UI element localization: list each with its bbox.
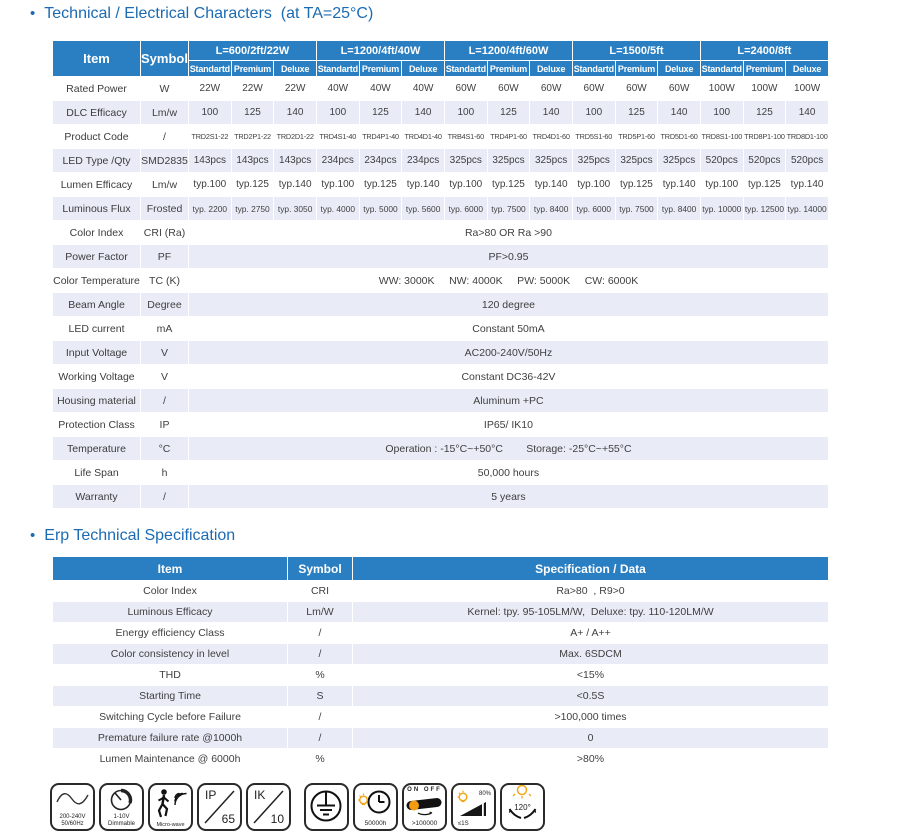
ik-rating: 10: [270, 812, 284, 826]
spec-symbol-cell: /: [141, 125, 189, 149]
spec-item-cell: Input Voltage: [53, 341, 141, 365]
spec-value-cell: typ. 4000: [316, 197, 359, 221]
spec-value-cell: 520pcs: [743, 149, 786, 173]
erp-symbol-cell: %: [288, 749, 353, 770]
spec-value-cell: 60W: [487, 77, 530, 101]
spec-value-cell: typ. 6000: [444, 197, 487, 221]
erp-row: [53, 581, 829, 602]
spec-col-sub: Premium: [359, 61, 402, 77]
erp-symbol-cell: /: [288, 644, 353, 665]
spec-value-cell: TRD5S1-60: [572, 125, 615, 149]
spec-item-cell: Temperature: [53, 437, 141, 461]
section-title-erp: [30, 527, 235, 545]
spec-row: [53, 413, 829, 437]
erp-item-cell: Color Index: [53, 581, 288, 602]
spec-value-cell: 125: [359, 101, 402, 125]
cycles-label: >100000: [411, 820, 438, 827]
spec-row: [53, 221, 829, 245]
spec-item-cell: LED current: [53, 317, 141, 341]
spec-merged-cell: AC200-240V/50Hz: [189, 341, 829, 365]
spec-value-cell: 100W: [700, 77, 743, 101]
microwave-label: Micro-wave: [156, 822, 185, 828]
spec-col-sub: Standartd: [316, 61, 359, 77]
switch-cycles-icon: [402, 783, 447, 831]
spec-value-cell: 22W: [189, 77, 232, 101]
spec-item-cell: Lumen Efficacy: [53, 173, 141, 197]
section-title-technical: [30, 5, 373, 23]
erp-row: [53, 707, 829, 728]
spec-value-cell: typ.125: [743, 173, 786, 197]
spec-value-cell: 520pcs: [786, 149, 829, 173]
spec-symbol-cell: V: [141, 341, 189, 365]
spec-col-group: L=1200/4ft/60W: [444, 41, 572, 61]
spec-value-cell: 22W: [274, 77, 317, 101]
spec-value-cell: TRD4P1-40: [359, 125, 402, 149]
spec-row: [53, 461, 829, 485]
spec-col-sub: Deluxe: [402, 61, 445, 77]
spec-value-cell: typ. 10000: [700, 197, 743, 221]
spec-col-sub: Standartd: [700, 61, 743, 77]
spec-value-cell: 140: [658, 101, 701, 125]
dimmable-icon: [99, 783, 144, 831]
earth-ground-icon: [304, 783, 349, 831]
spec-value-cell: typ.100: [572, 173, 615, 197]
spec-item-cell: Life Span: [53, 461, 141, 485]
bullet-icon: •: [30, 5, 36, 22]
spec-value-cell: typ. 7500: [487, 197, 530, 221]
spec-row: [53, 389, 829, 413]
spec-value-cell: TRD2S1-22: [189, 125, 232, 149]
spec-value-cell: 60W: [572, 77, 615, 101]
spec-row: [53, 269, 829, 293]
section-title-erp-text: Erp Technical Specification: [44, 527, 236, 544]
spec-value-cell: TRD8P1-100: [743, 125, 786, 149]
spec-row: [53, 485, 829, 509]
spec-value-cell: typ.100: [444, 173, 487, 197]
erp-spec-table: [52, 556, 829, 770]
spec-table-header: [53, 41, 829, 77]
spec-value-cell: 100: [189, 101, 232, 125]
section-title-technical-text: Technical / Electrical Characters (at TA=25°C): [44, 5, 374, 22]
spec-item-cell: Color Temperature: [53, 269, 141, 293]
spec-value-cell: typ.140: [274, 173, 317, 197]
spec-value-cell: TRD4D1-60: [530, 125, 573, 149]
spec-value-cell: 140: [786, 101, 829, 125]
spec-symbol-cell: CRI (Ra): [141, 221, 189, 245]
spec-row: [53, 77, 829, 101]
spec-col-sub: Deluxe: [530, 61, 573, 77]
dimmable-label: 1-10V Dimmable: [107, 814, 135, 827]
spec-value-cell: typ. 12500: [743, 197, 786, 221]
spec-item-cell: Housing material: [53, 389, 141, 413]
erp-table-header: [53, 557, 829, 581]
spec-value-cell: 40W: [316, 77, 359, 101]
bullet-icon: •: [30, 527, 36, 544]
spec-col-sub: Premium: [743, 61, 786, 77]
spec-item-cell: Color Index: [53, 221, 141, 245]
spec-value-cell: TRB4S1-60: [444, 125, 487, 149]
spec-merged-cell: Constant DC36-42V: [189, 365, 829, 389]
spec-value-cell: 60W: [444, 77, 487, 101]
spec-symbol-cell: °C: [141, 437, 189, 461]
erp-row: [53, 665, 829, 686]
percent-label: 80%: [478, 791, 491, 797]
spec-symbol-cell: mA: [141, 317, 189, 341]
spec-item-cell: Working Voltage: [53, 365, 141, 389]
spec-col-sub: Deluxe: [786, 61, 829, 77]
spec-value-cell: 40W: [402, 77, 445, 101]
spec-col-sub: Standartd: [572, 61, 615, 77]
spec-merged-cell: Ra>80 OR Ra >90: [189, 221, 829, 245]
spec-value-cell: typ.100: [700, 173, 743, 197]
spec-row: [53, 293, 829, 317]
spec-col-group: L=1200/4ft/40W: [316, 41, 444, 61]
spec-value-cell: 143pcs: [231, 149, 274, 173]
spec-value-cell: 22W: [231, 77, 274, 101]
spec-merged-cell: IP65/ IK10: [189, 413, 829, 437]
spec-merged-cell: 50,000 hours: [189, 461, 829, 485]
spec-value-cell: typ. 2200: [189, 197, 232, 221]
spec-group-header-row: [53, 41, 829, 61]
spec-value-cell: 100: [700, 101, 743, 125]
spec-symbol-cell: TC (K): [141, 269, 189, 293]
spec-value-cell: 100: [572, 101, 615, 125]
spec-symbol-cell: Frosted: [141, 197, 189, 221]
spec-symbol-cell: Lm/w: [141, 101, 189, 125]
ip65-icon: [197, 783, 242, 831]
spec-table-body: [53, 77, 829, 509]
spec-item-cell: Beam Angle: [53, 293, 141, 317]
spec-symbol-cell: Lm/w: [141, 173, 189, 197]
spec-symbol-cell: IP: [141, 413, 189, 437]
spec-value-cell: typ. 8400: [530, 197, 573, 221]
spec-item-cell: LED Type /Qty: [53, 149, 141, 173]
on-off-label: ON OFF: [407, 787, 442, 793]
erp-spec-cell: <15%: [353, 665, 829, 686]
erp-spec-cell: 0: [353, 728, 829, 749]
spec-value-cell: typ. 8400: [658, 197, 701, 221]
spec-row: [53, 173, 829, 197]
spec-merged-cell: 120 degree: [189, 293, 829, 317]
spec-col-group: L=2400/8ft: [700, 41, 828, 61]
angle-label: 120°: [514, 803, 531, 812]
spec-value-cell: TRD8S1-100: [700, 125, 743, 149]
ik-label: IK: [254, 788, 266, 802]
spec-merged-cell: 5 years: [189, 485, 829, 509]
erp-item-cell: Color consistency in level: [53, 644, 288, 665]
spec-value-cell: typ. 7500: [615, 197, 658, 221]
spec-value-cell: TRD4S1-40: [316, 125, 359, 149]
erp-table-body: [53, 581, 829, 770]
ik10-icon: [246, 783, 291, 831]
spec-value-cell: 60W: [658, 77, 701, 101]
erp-symbol-cell: S: [288, 686, 353, 707]
spec-value-cell: 325pcs: [444, 149, 487, 173]
erp-symbol-cell: CRI: [288, 581, 353, 602]
spec-value-cell: 325pcs: [487, 149, 530, 173]
spec-col-sub: Standartd: [444, 61, 487, 77]
spec-col-item: Item: [53, 41, 141, 77]
spec-value-cell: 60W: [530, 77, 573, 101]
spec-value-cell: typ. 6000: [572, 197, 615, 221]
spec-row: [53, 341, 829, 365]
spec-value-cell: 325pcs: [615, 149, 658, 173]
erp-row: [53, 644, 829, 665]
erp-item-cell: Switching Cycle before Failure: [53, 707, 288, 728]
spec-value-cell: 234pcs: [402, 149, 445, 173]
spec-value-cell: typ.140: [402, 173, 445, 197]
spec-value-cell: typ.125: [231, 173, 274, 197]
erp-row: [53, 623, 829, 644]
spec-value-cell: typ. 3050: [274, 197, 317, 221]
spec-value-cell: 140: [530, 101, 573, 125]
erp-spec-cell: Kernel: tpy. 95-105LM/W, Deluxe: tpy. 110-120LM/W: [353, 602, 829, 623]
spec-row: [53, 101, 829, 125]
erp-item-cell: Lumen Maintenance @ 6000h: [53, 749, 288, 770]
spec-value-cell: typ. 14000: [786, 197, 829, 221]
erp-spec-cell: Ra>80 , R9>0: [353, 581, 829, 602]
spec-value-cell: 100: [316, 101, 359, 125]
erp-item-cell: Starting Time: [53, 686, 288, 707]
spec-row: [53, 197, 829, 221]
spec-value-cell: 520pcs: [700, 149, 743, 173]
spec-value-cell: typ.125: [487, 173, 530, 197]
spec-value-cell: TRD4D1-40: [402, 125, 445, 149]
spec-value-cell: 100W: [786, 77, 829, 101]
spec-value-cell: 125: [615, 101, 658, 125]
erp-symbol-cell: /: [288, 707, 353, 728]
spec-value-cell: typ.125: [615, 173, 658, 197]
certification-icons-row: [50, 783, 549, 831]
spec-item-cell: Rated Power: [53, 77, 141, 101]
erp-row: [53, 602, 829, 623]
erp-item-cell: THD: [53, 665, 288, 686]
spec-symbol-cell: SMD2835: [141, 149, 189, 173]
erp-item-cell: Luminous Efficacy: [53, 602, 288, 623]
spec-item-cell: Power Factor: [53, 245, 141, 269]
technical-spec-table: [52, 40, 829, 509]
spec-col-sub: Standartd: [189, 61, 232, 77]
spec-value-cell: 125: [231, 101, 274, 125]
spec-symbol-cell: h: [141, 461, 189, 485]
spec-item-cell: DLC Efficacy: [53, 101, 141, 125]
spec-row: [53, 245, 829, 269]
spec-value-cell: 234pcs: [316, 149, 359, 173]
spec-symbol-cell: W: [141, 77, 189, 101]
erp-item-cell: Premature failure rate @1000h: [53, 728, 288, 749]
spec-value-cell: typ.125: [359, 173, 402, 197]
spec-symbol-cell: /: [141, 389, 189, 413]
spec-value-cell: 60W: [615, 77, 658, 101]
spec-value-cell: 125: [743, 101, 786, 125]
earth-symbol-glyph: [306, 785, 347, 829]
spec-value-cell: TRD5D1-60: [658, 125, 701, 149]
erp-symbol-cell: /: [288, 728, 353, 749]
erp-symbol-cell: /: [288, 623, 353, 644]
spec-value-cell: typ. 5000: [359, 197, 402, 221]
instant-start-icon: [451, 783, 496, 831]
spec-value-cell: 140: [402, 101, 445, 125]
spec-value-cell: typ.140: [530, 173, 573, 197]
erp-col-header: Symbol: [288, 557, 353, 581]
beam-angle-icon: [500, 783, 545, 831]
spec-value-cell: 100W: [743, 77, 786, 101]
spec-row: [53, 365, 829, 389]
spec-value-cell: 40W: [359, 77, 402, 101]
spec-value-cell: 325pcs: [572, 149, 615, 173]
spec-merged-cell: Operation : -15°C~+50°C Storage: -25°C~+55°C: [189, 437, 829, 461]
spec-symbol-cell: Degree: [141, 293, 189, 317]
spec-value-cell: 100: [444, 101, 487, 125]
spec-value-cell: TRD8D1-100: [786, 125, 829, 149]
spec-col-sub: Premium: [615, 61, 658, 77]
spec-value-cell: 140: [274, 101, 317, 125]
erp-item-cell: Energy efficiency Class: [53, 623, 288, 644]
spec-value-cell: TRD4P1-60: [487, 125, 530, 149]
microwave-sensor-icon: [148, 783, 193, 831]
ip-label: IP: [205, 788, 217, 802]
spec-value-cell: TRD2P1-22: [231, 125, 274, 149]
spec-symbol-cell: PF: [141, 245, 189, 269]
start-time-label: ≤1S: [458, 821, 469, 827]
erp-symbol-cell: Lm/W: [288, 602, 353, 623]
spec-col-sub: Premium: [231, 61, 274, 77]
lifespan-50000h-icon: [353, 783, 398, 831]
spec-value-cell: typ. 2750: [231, 197, 274, 221]
spec-row: [53, 317, 829, 341]
erp-spec-cell: >80%: [353, 749, 829, 770]
spec-col-group: L=600/2ft/22W: [189, 41, 317, 61]
spec-row: [53, 149, 829, 173]
spec-item-cell: Luminous Flux: [53, 197, 141, 221]
lifespan-label: 50000h: [364, 820, 387, 827]
spec-value-cell: TRD2D1-22: [274, 125, 317, 149]
spec-item-cell: Protection Class: [53, 413, 141, 437]
erp-row: [53, 749, 829, 770]
ip-rating: 65: [221, 812, 235, 826]
spec-value-cell: 325pcs: [658, 149, 701, 173]
spec-item-cell: Warranty: [53, 485, 141, 509]
spec-value-cell: typ.140: [786, 173, 829, 197]
spec-merged-cell: Aluminum +PC: [189, 389, 829, 413]
erp-spec-cell: A+ / A++: [353, 623, 829, 644]
erp-col-header: Specification / Data: [353, 557, 829, 581]
spec-value-cell: TRD5P1-60: [615, 125, 658, 149]
erp-header-row: [53, 557, 829, 581]
spec-merged-cell: Constant 50mA: [189, 317, 829, 341]
spec-value-cell: 234pcs: [359, 149, 402, 173]
spec-value-cell: 143pcs: [274, 149, 317, 173]
spec-symbol-cell: /: [141, 485, 189, 509]
erp-row: [53, 728, 829, 749]
spec-col-group: L=1500/5ft: [572, 41, 700, 61]
erp-spec-cell: Max. 6SDCM: [353, 644, 829, 665]
spec-col-sub: Deluxe: [274, 61, 317, 77]
spec-col-sub: Premium: [487, 61, 530, 77]
spec-value-cell: typ.100: [316, 173, 359, 197]
spec-merged-cell: WW: 3000K NW: 4000K PW: 5000K CW: 6000K: [189, 269, 829, 293]
spec-row: [53, 125, 829, 149]
erp-col-header: Item: [53, 557, 288, 581]
spec-value-cell: typ.100: [189, 173, 232, 197]
spec-value-cell: 143pcs: [189, 149, 232, 173]
erp-row: [53, 686, 829, 707]
spec-value-cell: 325pcs: [530, 149, 573, 173]
spec-item-cell: Product Code: [53, 125, 141, 149]
spec-col-sub: Deluxe: [658, 61, 701, 77]
ac-voltage-label: 200-240V 50/60Hz: [59, 814, 86, 827]
erp-spec-cell: >100,000 times: [353, 707, 829, 728]
spec-merged-cell: PF>0.95: [189, 245, 829, 269]
ac-voltage-icon: [50, 783, 95, 831]
spec-value-cell: typ. 5600: [402, 197, 445, 221]
spec-value-cell: typ.140: [658, 173, 701, 197]
spec-symbol-cell: V: [141, 365, 189, 389]
spec-value-cell: 125: [487, 101, 530, 125]
spec-row: [53, 437, 829, 461]
erp-spec-cell: <0.5S: [353, 686, 829, 707]
erp-symbol-cell: %: [288, 665, 353, 686]
spec-col-symbol: Symbol: [141, 41, 189, 77]
